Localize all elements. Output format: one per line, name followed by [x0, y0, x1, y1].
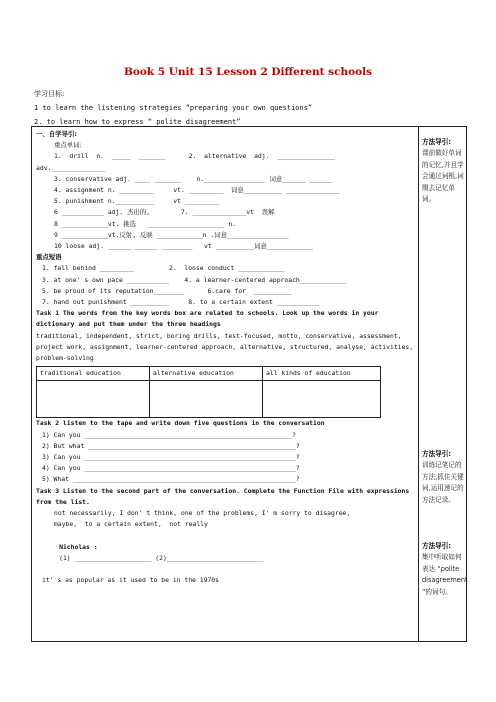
- vocab-line: 9 ____________vt.反射, 反映 ____________n .词意________________: [54, 230, 289, 239]
- phrase-line: 7. hand out punishment __________ 8. to a certain extent ___________: [42, 298, 320, 307]
- vocab-line: 8 ____________vt. 挑选 ____________________ n.: [54, 219, 237, 228]
- vocab-line: 3. conservative adj. ____ _______ n.________________ 词意______ ______: [54, 174, 333, 183]
- question-line: 5) What __________________________________________________________?: [42, 475, 300, 484]
- table-header-cell: all kinds of education: [263, 367, 381, 381]
- section-heading: 一、自学导引:: [36, 130, 77, 138]
- goal-item: 1 to learn the listening strategies “preparing your own questions”: [34, 104, 313, 112]
- method-note-text: 集中听取如何表达 “polite disagreement ”的词句。: [422, 553, 468, 596]
- method-note-heading: 方法导引:: [422, 542, 452, 550]
- page-title: Book 5 Unit 15 Lesson 2 Different schools: [123, 66, 373, 78]
- task1-heading: Task 1 The words from the key words box are related to schools. Look up the words in your dictionary and put them under the three headings: [36, 309, 379, 329]
- speaker-label: Nicholas :: [59, 542, 98, 551]
- vocab-line: 10 loose adj. ______ ______ ________ vt __________词意____________: [54, 242, 314, 251]
- method-note-text: 训练记笔记的方法,抓住关键词,运用速记的方法记录。: [422, 461, 464, 504]
- task2-heading: Task 2 listen to the tape and write down five questions in the conversation: [36, 419, 325, 428]
- column-divider: [418, 127, 419, 641]
- vocab-line: 1. drill n. _____ _______ 2. alternative adj. _______________: [54, 152, 335, 161]
- method-note-heading: 方法导引:: [422, 450, 452, 458]
- method-note: [422, 541, 466, 598]
- question-line: 4) Can you _______________________________________________________?: [42, 464, 300, 473]
- phrase-line: 3. at one' s own pace ___________ 4. a learner-centered approach____________: [42, 275, 346, 284]
- task1-table: [36, 366, 381, 418]
- table-answer-cell[interactable]: [37, 381, 150, 418]
- vocab-line: adv.______________: [36, 163, 106, 172]
- phrases-heading: 重点短语: [36, 253, 62, 262]
- table-answer-cell[interactable]: [150, 381, 263, 418]
- vocab-line: 6 ___________ adj. 杰出的, 7. ______________vt 误解: [54, 208, 275, 217]
- method-note-text: 课前做好单词的记忆,并且学会通过词根,词缀去记忆单词。: [422, 149, 464, 204]
- question-line: 1) Can you ______________________________________________________?: [42, 430, 296, 439]
- vocab-heading: 重点单词:: [54, 141, 82, 150]
- goal-item: 2. to learn how to express “ polite disagreement”: [34, 118, 241, 126]
- method-note: [422, 449, 466, 506]
- worksheet-frame: [31, 126, 467, 642]
- worksheet-main-column: [36, 129, 414, 587]
- method-note: [422, 137, 466, 205]
- learning-goals: [34, 87, 312, 129]
- expression-list: maybe, to a certain extent, not really: [54, 520, 208, 529]
- question-line: 3) Can you _______________________________________________________?: [42, 453, 300, 462]
- table-header-cell: alternative education: [150, 367, 263, 381]
- vocab-line: 4. assignment n. _________ vt. _________ 词意__________ ______________: [54, 186, 340, 195]
- goals-heading: 学习目标:: [34, 90, 65, 98]
- expression-list: not necessarily, I don' t think, one of the problems, I' m sorry to disagree,: [54, 509, 351, 518]
- table-answer-cell[interactable]: [263, 381, 381, 418]
- phrase-line: 5. be proud of its reputation________ 6.care for __________: [42, 286, 293, 295]
- task3-heading: Task 3 Listen to the second part of the conversation. Complete the Function File with expressions from the list.: [36, 486, 410, 506]
- dialogue-line: it' s as popular as it used to be in the 1970s: [42, 576, 219, 585]
- question-line: 2) But what ______________________________________________________?: [42, 441, 300, 450]
- table-header-cell: traditional education: [37, 367, 150, 381]
- task1-word-list: traditional, independent, strict, boring drills, test-focused, motto, conservative, assessment, project work, assignment, learner-centered approach, alternative, structured, analyse, activities, problem-solving: [36, 331, 414, 363]
- vocab-line: 5. punishment n.__________ vt _________: [54, 197, 220, 206]
- answer-blanks: (1) ____________________ (2)_________________________: [59, 553, 264, 562]
- method-note-heading: 方法导引:: [422, 138, 452, 146]
- phrase-line: 1. fall behind _________ 2. loose conduct ____________: [42, 264, 285, 273]
